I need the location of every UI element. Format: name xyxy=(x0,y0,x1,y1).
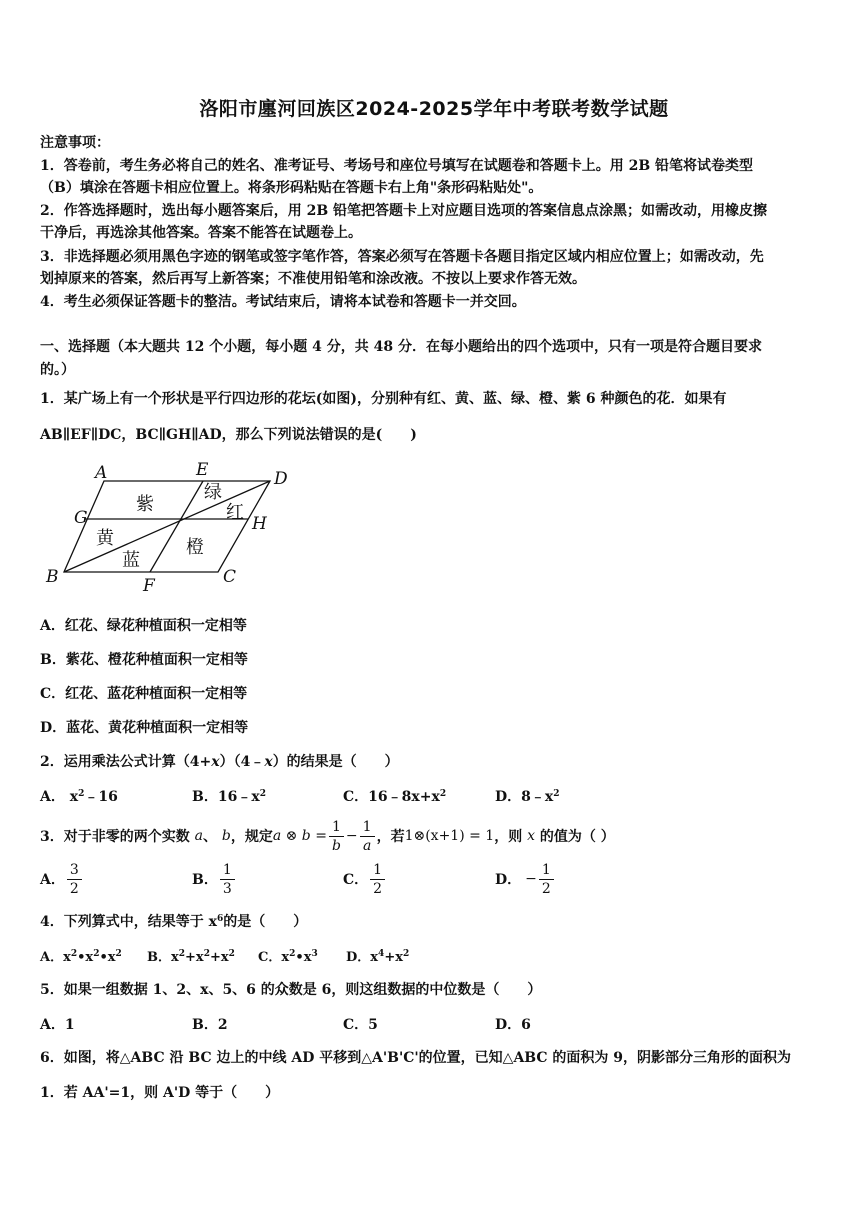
question-3-stem: 3．对于非零的两个实数 a 、 b ，规定 a ⊗ b = $\frac{1}{b}$ − $\frac{1}{a}$ ，若 1⊗(x+1) = 1 ，则 x 的值为（ ） xyxy=(40,818,615,854)
question-6-stem: 6．如图，将△ABC 沿 BC 边上的中线 AD 平移到△A'B'C'的位置，已知△ABC 的面积为 9，阴影部分三角形的面积为 xyxy=(40,1050,792,1066)
question-2-option-a: A． $x^2﹣16$ xyxy=(40,789,118,805)
question-2-stem: 2．运用乘法公式计算（4+x）（4﹣x）的结果是（ ） xyxy=(40,754,399,770)
notice-line: （B）填涂在答题卡相应位置上。将条形码粘贴在答题卡右上角"条形码粘贴处"。 xyxy=(40,180,543,196)
question-5-option-a: A．1 xyxy=(40,1017,75,1033)
question-2-option-c: C．$16﹣8x+x^2$ xyxy=(343,789,447,805)
question-3-option-b: B． $\frac{1}{3}$ xyxy=(192,858,237,900)
notice-line: 4．考生必须保证答题卡的整洁。考试结束后，请将本试卷和答题卡一并交回。 xyxy=(40,294,526,310)
notice-line: 2．作答选择题时，选出每小题答案后，用 2B 铅笔把答题卡上对应题目选项的答案信息点涂黑；如需改动，用橡皮擦 xyxy=(40,203,768,219)
question-5-option-b: B．2 xyxy=(192,1017,228,1033)
label-e: E xyxy=(196,460,209,480)
question-1-option: B．紫花、橙花种植面积一定相等 xyxy=(40,652,248,668)
question-5-option-d: D．6 xyxy=(495,1017,531,1033)
label-c: C xyxy=(223,567,237,587)
question-1-option: A．红花、绿花种植面积一定相等 xyxy=(40,618,247,634)
notice-line: 3．非选择题必须用黑色字迹的钢笔或签字笔作答，答案必须写在答题卡各题目指定区域内相应位置上；如需改动，先 xyxy=(40,249,764,265)
question-3-option-c: C． $\frac{1}{2}$ xyxy=(343,858,387,900)
page-title: 洛阳市廛河回族区2024-2025学年中考联考数学试题 xyxy=(199,98,669,120)
label-d: D xyxy=(274,469,288,489)
label-g: G xyxy=(74,508,88,528)
question-4-option-b: B．$x^2+x^2+x^2$ xyxy=(147,949,235,965)
region-blue: 蓝 xyxy=(122,550,140,571)
question-4-option-c: C．$x^2•x^3$ xyxy=(258,949,318,965)
question-5-stem: 5．如果一组数据 1、2、x、5、6 的众数是 6，则这组数据的中位数是（ ） xyxy=(40,982,542,998)
line-ef xyxy=(150,481,203,572)
question-4-option-a: A．$x^2•x^2•x^2$ xyxy=(40,949,122,965)
question-1-stem: 1．某广场上有一个形状是平行四边形的花坛(如图)，分别种有红、黄、蓝、绿、橙、紫 6 种颜色的花．如果有 xyxy=(40,391,727,407)
question-6-stem-cont: 1．若 AA'=1，则 A'D 等于（ ） xyxy=(40,1085,280,1101)
question-3-option-d: D． − $\frac{1}{2}$ xyxy=(495,858,556,900)
question-1-option: D．蓝花、黄花种植面积一定相等 xyxy=(40,720,249,736)
question-3-option-a: A． $\frac{3}{2}$ xyxy=(40,858,84,900)
label-h: H xyxy=(252,514,267,534)
region-red: 红 xyxy=(226,502,244,523)
diagonal-bd xyxy=(64,481,270,572)
question-4-option-d: D．$x^4+x^2$ xyxy=(346,949,410,965)
section-heading-cont: 的。） xyxy=(40,362,75,378)
fraction-1-over-a: $\frac{1}{a}$ xyxy=(360,818,375,855)
notice-line: 1．答卷前，考生务必将自己的姓名、准考证号、考场号和座位号填写在试题卷和答题卡上。用 2B 铅笔将试卷类型 xyxy=(40,158,754,174)
label-f: F xyxy=(143,576,155,596)
label-a: A xyxy=(95,463,108,483)
question-2-option-b: B．$16﹣x^2$ xyxy=(192,789,266,805)
region-purple: 紫 xyxy=(136,494,154,515)
question-5-option-c: C．5 xyxy=(343,1017,378,1033)
region-green: 绿 xyxy=(204,482,222,503)
region-yellow: 黄 xyxy=(96,528,114,549)
notice-line: 划掉原来的答案，然后再写上新答案；不准使用铅笔和涂改液。不按以上要求作答无效。 xyxy=(40,271,586,287)
question-2-option-d: D．$8﹣x^2$ xyxy=(495,789,560,805)
region-orange: 橙 xyxy=(186,537,204,558)
section-heading: 一、选择题（本大题共 12 个小题，每小题 4 分，共 48 分．在每小题给出的四个选项中，只有一项是符合题目要求 xyxy=(40,339,762,355)
notice-line: 干净后，再选涂其他答案。答案不能答在试题卷上。 xyxy=(40,225,362,241)
question-1-stem-cont: AB∥EF∥DC，BC∥GH∥AD，那么下列说法错误的是( ) xyxy=(40,427,417,443)
question-1-option: C．红花、蓝花种植面积一定相等 xyxy=(40,686,248,702)
notice-heading: 注意事项： xyxy=(40,135,110,151)
parallelogram-figure xyxy=(40,456,300,596)
label-b: B xyxy=(46,567,59,587)
question-4-stem: 4．下列算式中，结果等于 $x^6$的是（ ） xyxy=(40,914,308,930)
fraction-1-over-b: $\frac{1}{b}$ xyxy=(329,818,344,855)
